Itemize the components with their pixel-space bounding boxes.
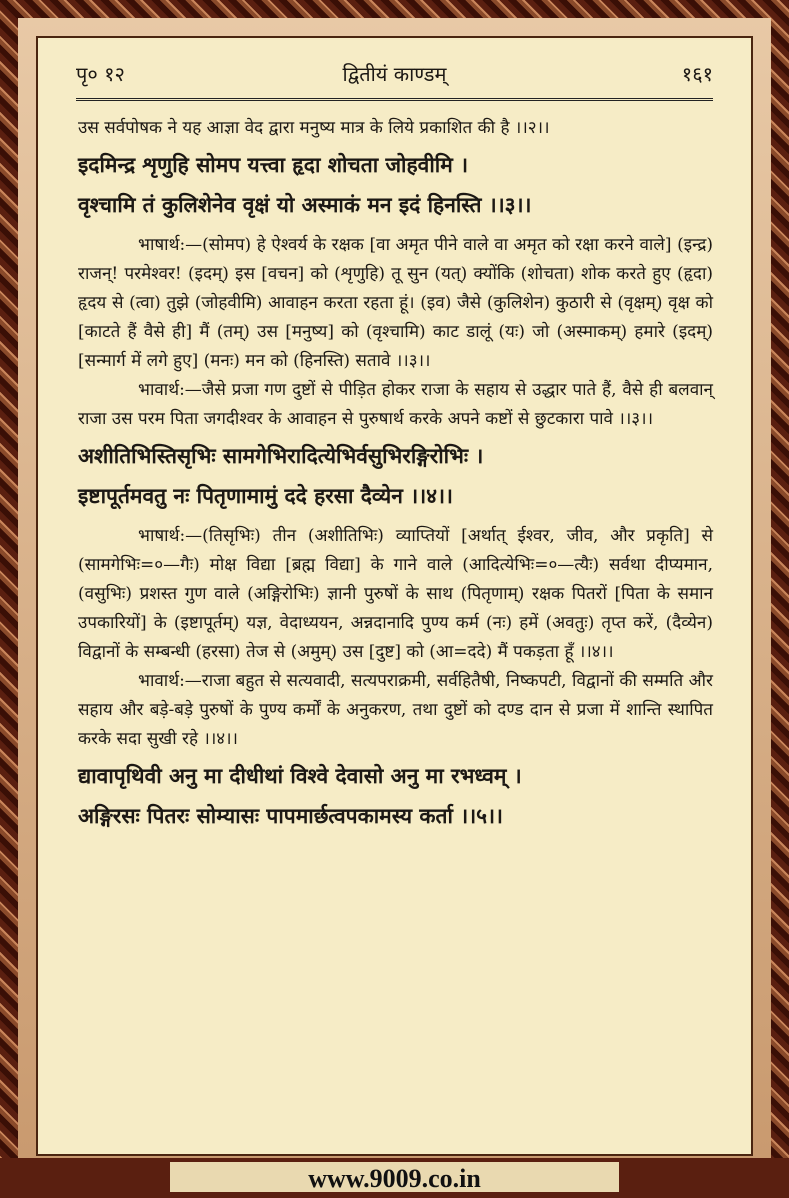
header-rule — [76, 98, 713, 101]
verse-5-line-2: अङ्गिरसः पितरः सोम्यासः पापमार्छत्वपकामस्य कर्ता ।।५।। — [78, 803, 503, 828]
footer-url[interactable]: www.9009.co.in — [308, 1164, 481, 1193]
verse-4-line-1: अशीतिभिस्तिसृभिः सामगेभिरादित्येभिर्वसुभिरङ्गिरोभिः । — [78, 443, 484, 468]
page-header — [76, 60, 713, 90]
verse-4-line-2: इष्टापूर्तमवतु नः पितृणामामुं ददे हरसा दैव्येन ।।४।। — [78, 483, 453, 508]
paragraph-intro: उस सर्वपोषक ने यह आज्ञा वेद द्वारा मनुष्य मात्र के लिये प्रकाशित की है ।।२।। — [78, 118, 550, 138]
page-number: १६१ — [681, 62, 713, 86]
page-number-label: पृ० १२ — [76, 62, 125, 86]
book-page — [36, 36, 753, 1156]
chapter-title: द्वितीयं काण्डम् — [342, 62, 447, 86]
verse-3-line-2: वृश्चामि तं कुलिशेनेव वृक्षं यो अस्माकं मन इदं हिनस्ति ।।३।। — [78, 192, 532, 217]
page-content — [78, 114, 713, 842]
translation-3: भाषार्थ:—(सोमप) हे ऐश्वर्य के रक्षक [वा अमृत पीने वाले वा अमृत को रक्षा करने वाले] (इन्द्र) राजन्! परमेश्वर! (इदम्) इस [वचन] को (शृणुहि) तू सुन (यत्) क्योंकि (शोचता) शोक करते हुए (हृदा) हृदय से (त्वा) तुझे (जोहवीमि) आवाहन करता रहता हूं। (इव) जैसे (कुलिशेन) कुठारी से (वृक्षम्) वृक्ष को [काटते हैं वैसे ही] मैं (तम्) उस [मनुष्य] को (वृश्चामि) काट डालूं (यः) जो (अस्माकम्) हमारे (इदम्) [सन्मार्ग में लगे हुए] (मनः) मन को (हिनस्ति) सतावे ।।३।। — [78, 235, 713, 371]
meaning-4: भावार्थ:—राजा बहुत से सत्यवादी, सत्यपराक्रमी, सर्वहितैषी, निष्कपटी, विद्वानों की सम्मति और सहाय और बड़े-बड़े पुरुषों के पुण्य कर्मों के अनुकरण, तथा दुष्टों को दण्ड दान से प्रजा में शान्ति स्थापित करके सदा सुखी रहे ।।४।। — [78, 671, 713, 749]
meaning-3: भावार्थ:—जैसे प्रजा गण दुष्टों से पीड़ित होकर राजा के सहाय से उद्धार पाते हैं, वैसे ही बलवान् राजा उस परम पिता जगदीश्वर के आवाहन से पुरुषार्थ करके अपने कष्टों से छुटकारा पावे ।।३।। — [78, 380, 713, 429]
verse-5-line-1: द्यावापृथिवी अनु मा दीधीथां विश्वे देवासो अनु मा रभध्वम् । — [78, 763, 522, 788]
translation-4: भाषार्थ:—(तिसृभिः) तीन (अशीतिभिः) व्याप्तियों [अर्थात् ईश्वर, जीव, और प्रकृति] से (सामगेभिः=०—गैः) मोक्ष विद्या [ब्रह्म विद्या] के गाने वाले (आदित्येभिः=०—त्यैः) सर्वथा दीप्यमान, (वसुभिः) प्रशस्त गुण वाले (अङ्गिरोभिः) ज्ञानी पुरुषों के साथ (पितृणाम्) रक्षक पितरों [पिता के समान उपकारियों] के (इष्टापूर्तम्) यज्ञ, वेदाध्ययन, अन्नदानादि पुण्य कर्म (नः) हमें (अवतुः) तृप्त करें, (दैव्येन) विद्वानों के सम्बन्धी (हरसा) तेज से (अमुम्) उस [दुष्ट] को (आ=ददे) मैं पकड़ता हूँ ।।४।। — [78, 526, 713, 662]
verse-3-line-1: इदमिन्द्र शृणुहि सोमप यत्त्वा हृदा शोचता जोहवीमि । — [78, 152, 469, 177]
